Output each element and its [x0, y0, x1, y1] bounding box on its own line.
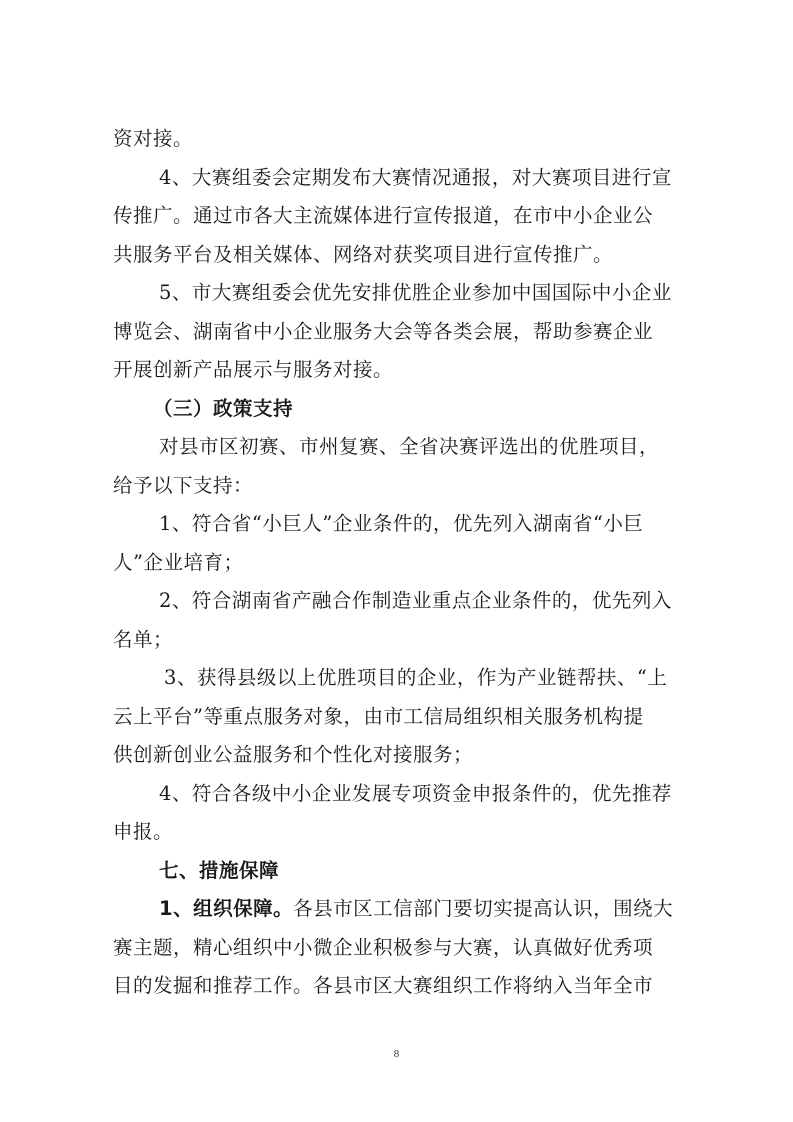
paragraph-line: 人”企业培育； — [113, 550, 244, 574]
section-heading-policy-support: （三）政策支持 — [153, 396, 294, 420]
paragraph-line: 供创新创业公益服务和个性化对接服务； — [113, 743, 474, 766]
paragraph-line: 传推广。通过市各大主流媒体进行宣传报道，在市中小企业公 — [113, 204, 654, 227]
paragraph-line: 对县市区初赛、市州复赛、全省决赛评选出的优胜项目， — [159, 435, 660, 458]
page-number: 8 — [393, 1048, 400, 1060]
section-heading-measures: 七、措施保障 — [159, 858, 280, 882]
paragraph-line: 5、市大赛组委会优先安排优胜企业参加中国国际中小企业 — [159, 281, 672, 304]
paragraph-line: 目的发掘和推荐工作。各县市区大赛组织工作将纳入当年全市 — [113, 974, 654, 997]
measure-lead-label: 1、组织保障。 — [159, 897, 294, 920]
paragraph-line: 1、符合省“小巨人”企业条件的，优先列入湖南省“小巨 — [159, 512, 644, 535]
paragraph-line — [113, 890, 697, 929]
paragraph-line: 名单； — [113, 627, 174, 651]
paragraph-line: 申报。 — [113, 820, 174, 843]
paragraph-line: 4、符合各级中小企业发展专项资金申报条件的，优先推荐 — [159, 781, 672, 805]
paragraph-line: 3、获得县级以上优胜项目的企业，作为产业链帮扶、“上 — [164, 666, 668, 689]
paragraph-line: 资对接。 — [113, 127, 194, 150]
paragraph-line: 博览会、湖南省中小企业服务大会等各类会展，帮助参赛企业 — [113, 319, 654, 343]
paragraph-line: 开展创新产品展示与服务对接。 — [113, 358, 394, 381]
paragraph-line: 赛主题，精心组织中小微企业积极参与大赛，认真做好优秀项 — [113, 935, 654, 959]
paragraph-line: 云上平台”等重点服务对象，由市工信局组织相关服务机构提 — [113, 704, 644, 728]
paragraph-line: 4、大赛组委会定期发布大赛情况通报，对大赛项目进行宣 — [159, 165, 672, 189]
document-body — [113, 120, 697, 1006]
paragraph-line: 给予以下支持： — [113, 473, 254, 497]
paragraph-line: 2、符合湖南省产融合作制造业重点企业条件的，优先列入 — [159, 589, 672, 612]
paragraph-line: 共服务平台及相关媒体、网络对获奖项目进行宣传推广。 — [113, 242, 614, 266]
measure-lead-text: 各县市区工信部门要切实提高认识，围绕大 — [293, 897, 674, 920]
